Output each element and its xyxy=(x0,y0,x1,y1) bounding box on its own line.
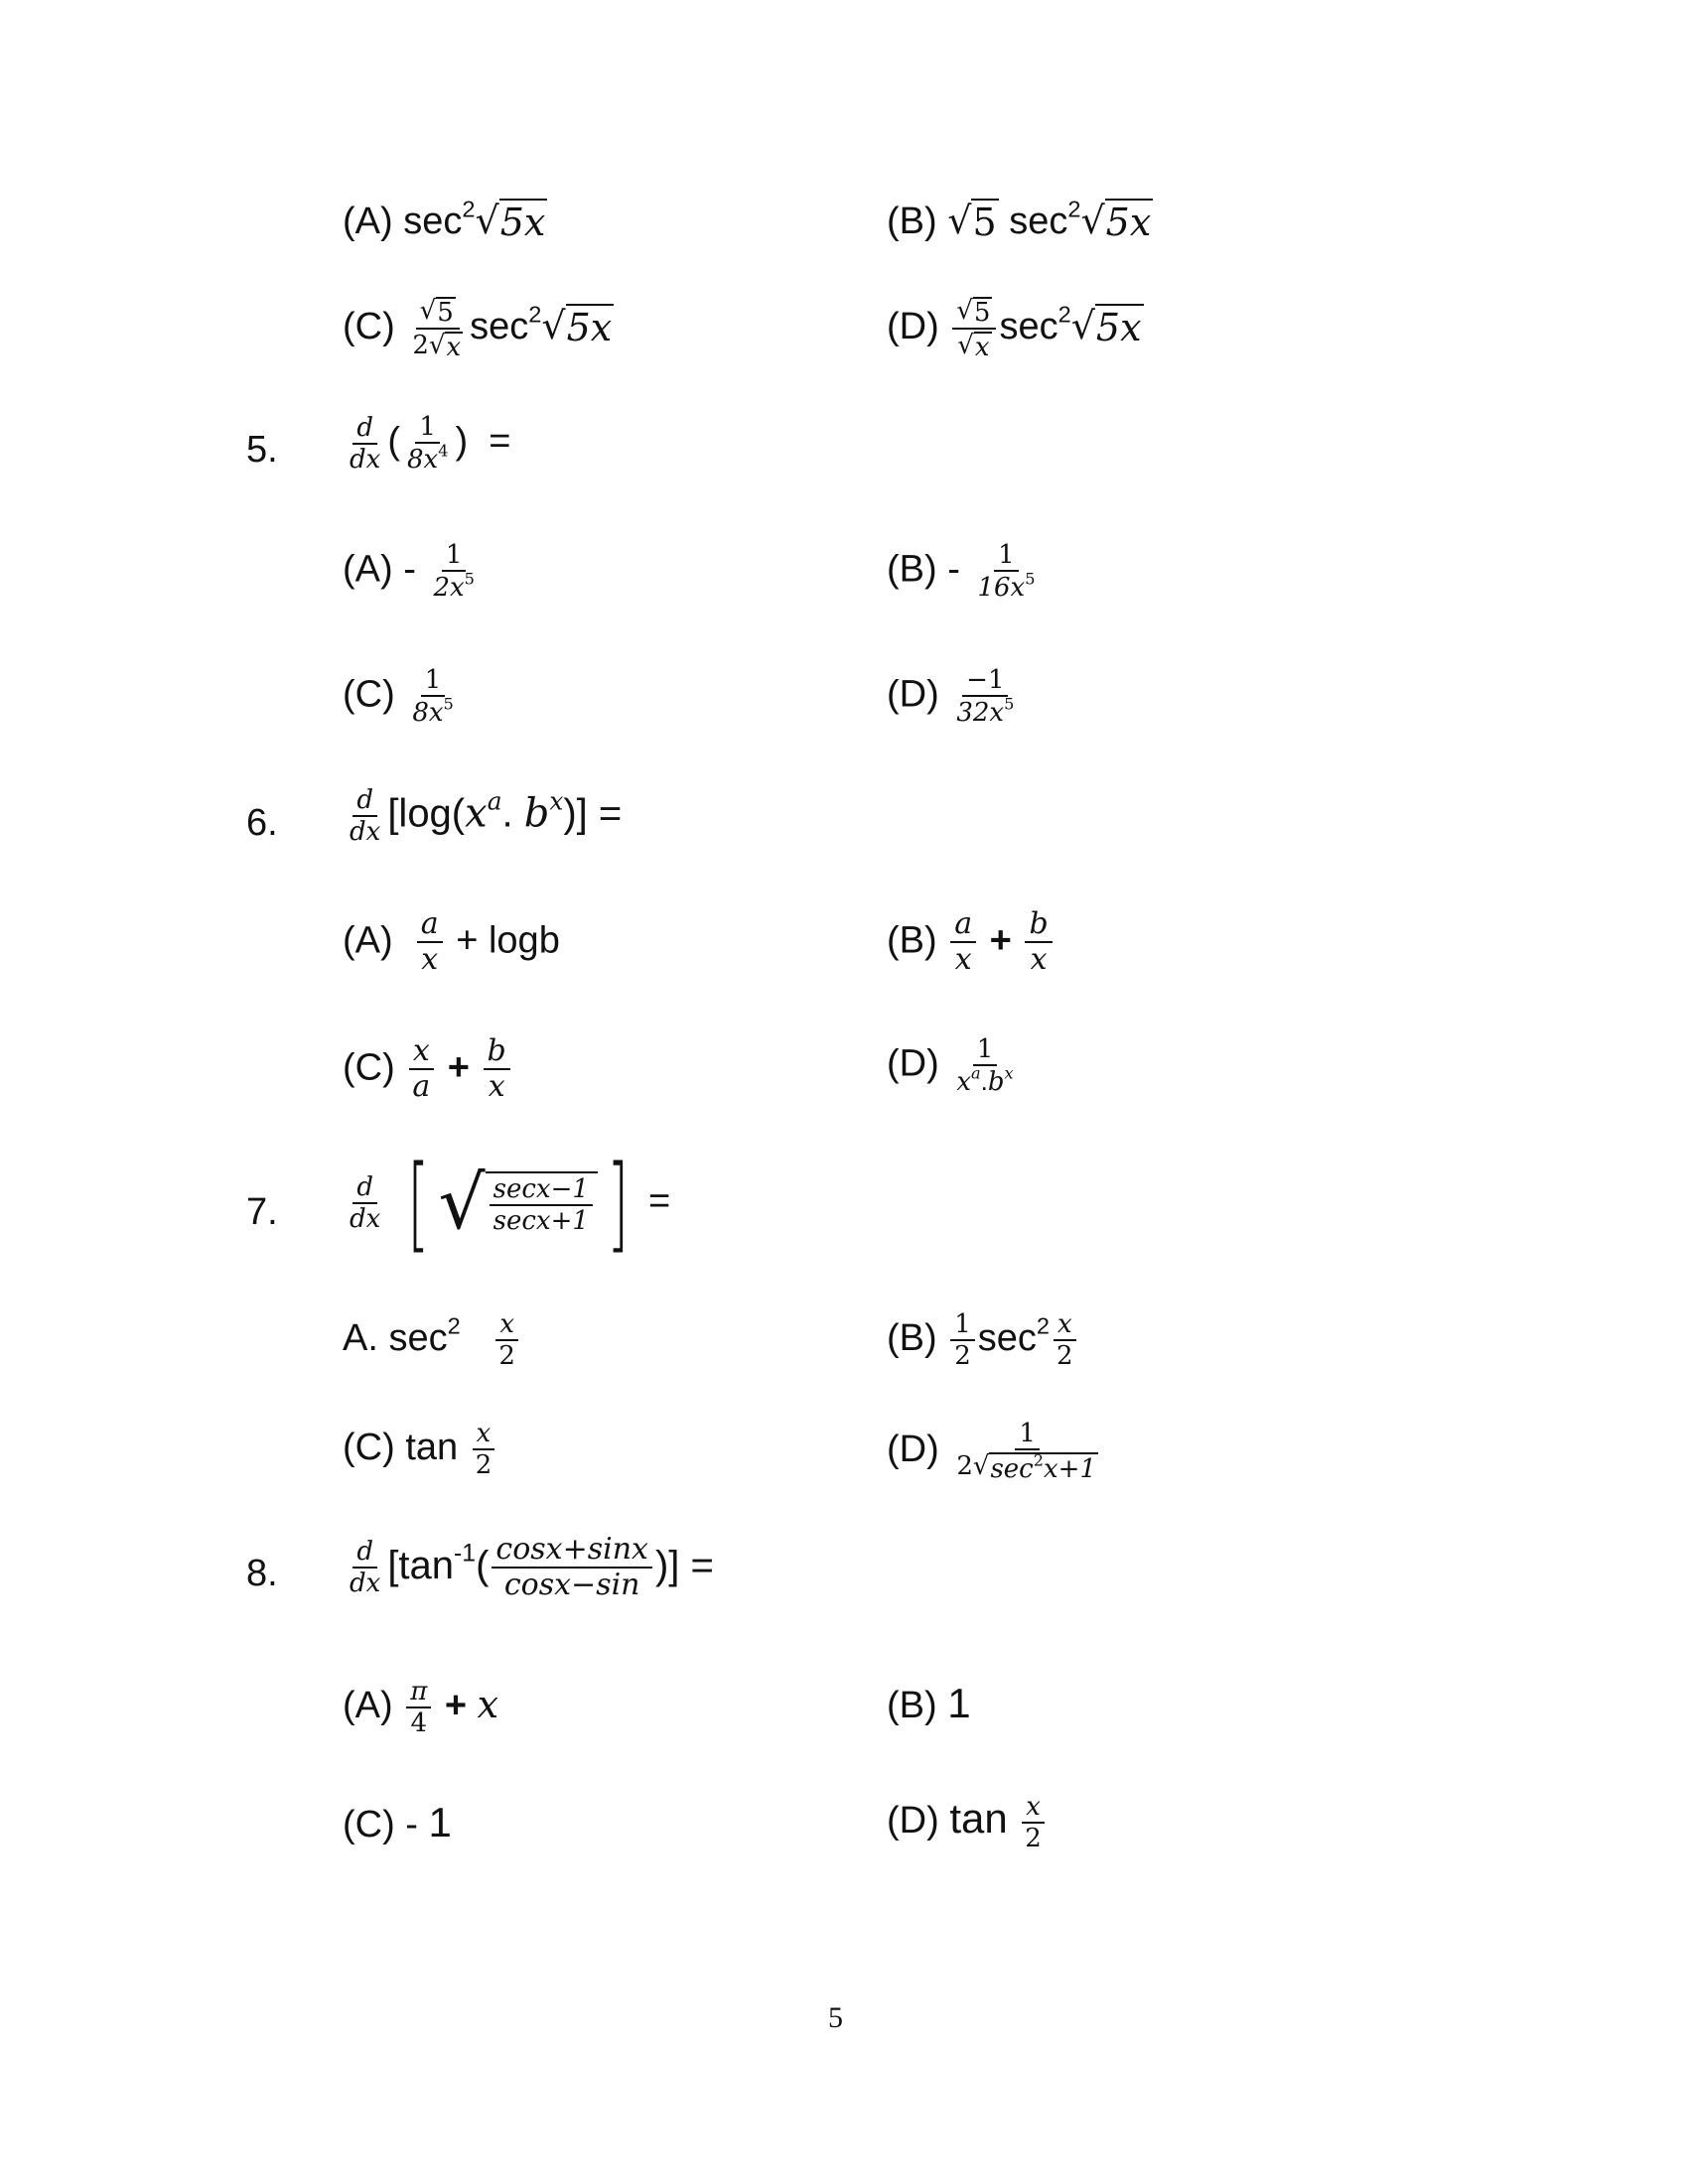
fraction: $\frac{1}{8x^5}$ xyxy=(412,665,454,729)
derivative-operator: $\frac{d}{dx}$ xyxy=(350,412,381,475)
question-number: 7. xyxy=(246,1191,278,1233)
radical: √ 5x xyxy=(1070,304,1142,350)
fraction: $\frac{1}{2x^5}$ xyxy=(433,540,475,604)
fraction: $\frac{\cos x+\sin x}{\cos x-\sin}$ xyxy=(492,1534,652,1602)
derivative-operator: $\frac{d}{dx}$ xyxy=(350,1171,381,1234)
q5-stem: $\frac{d}{dx}$ ( $\frac{1}{8x^4}$ ) = xyxy=(343,413,510,474)
q7-stem: $\frac{d}{dx}$ [ √ $\frac{\sec x-1}{\sec x+1}$ ] = xyxy=(343,1152,670,1255)
fraction: $\frac{a}{x}$ xyxy=(417,908,443,977)
q8-option-b: (B) 1 xyxy=(887,1680,971,1726)
fraction: $\frac{\sec x-1}{\sec x+1}$ xyxy=(490,1175,593,1235)
derivative-operator: $\frac{d}{dx}$ xyxy=(350,785,381,848)
fraction: $\frac{\pi}{4}$ xyxy=(406,1678,431,1737)
q6-option-a: (A) $\frac{a}{x}$ + logb xyxy=(343,906,560,978)
fraction: $\frac{x}{a}$ xyxy=(408,1035,434,1104)
q7-option-d: (D) 1 2 √ $\sec^2x+1$ xyxy=(887,1420,1105,1483)
fraction: $\frac{x}{2}$ xyxy=(1053,1310,1077,1370)
fraction: $\frac{1}{2}$ xyxy=(950,1310,975,1370)
q5-option-b: (B) - $\frac{1}{16x^5}$ xyxy=(887,541,1042,602)
radical: √ 5x xyxy=(541,304,613,350)
fraction: $\frac{1}{8x^4}$ xyxy=(406,412,449,476)
question-number: 5. xyxy=(246,429,278,471)
q8-option-a: (A) $\frac{\pi}{4}$ + x xyxy=(343,1677,499,1739)
question-number: 8. xyxy=(246,1553,278,1594)
q8-stem: $\frac{d}{dx}$ [$\tan^{-1}$( $\frac{\cos x+\sin x}{\cos x-\sin}$ )] = xyxy=(343,1534,714,1602)
q6-option-c: (C) $\frac{x}{a}$ + $\frac{b}{x}$ xyxy=(343,1035,513,1104)
q5-option-c: (C) $\frac{1}{8x^5}$ xyxy=(343,666,461,727)
q8-option-c: (C) - 1 xyxy=(343,1799,452,1845)
q5-option-d: (D) $\frac{-1}{32x^5}$ xyxy=(887,666,1021,727)
q4-option-a: (A) $\sec^2$ √ 5x xyxy=(343,196,546,244)
fraction: $\frac{x}{2}$ xyxy=(1021,1793,1046,1852)
radical: √ 5x xyxy=(1080,199,1152,244)
q7-option-c: (C) tan $\frac{x}{2}$ xyxy=(343,1420,498,1479)
q4-option-d: (D) √ 5 √ x $\sec^2$ √ 5x xyxy=(887,296,1142,363)
fraction: $\frac{a}{x}$ xyxy=(950,908,976,977)
q5-option-a: (A) - $\frac{1}{2x^5}$ xyxy=(343,541,482,602)
fraction: $\frac{x}{2}$ xyxy=(494,1310,519,1370)
radical: √ 5 xyxy=(947,199,997,244)
fraction: $\frac{1}{16x^5}$ xyxy=(977,540,1036,604)
q8-option-d: (D) tan $\frac{x}{2}$ xyxy=(887,1793,1049,1852)
q7-option-a: A. $\sec^2$ $\frac{x}{2}$ xyxy=(343,1310,522,1370)
fraction: 1 2 √ $\sec^2x+1$ xyxy=(956,1419,1096,1485)
fraction: $\frac{b}{x}$ xyxy=(484,1035,510,1104)
bracketed-radical xyxy=(398,1143,638,1264)
fraction: $\frac{-1}{32x^5}$ xyxy=(956,665,1015,729)
left-bracket: [ xyxy=(407,1143,430,1264)
q6-option-d: (D) $\frac{1}{x^a.b^x}$ xyxy=(887,1035,1021,1096)
radical: √ 5x xyxy=(475,199,546,244)
q6-option-b: (B) $\frac{a}{x}$ + $\frac{b}{x}$ xyxy=(887,908,1055,977)
derivative-operator: $\frac{d}{dx}$ xyxy=(350,1537,381,1599)
q7-option-b: (B) $\frac{1}{2}$ $\sec^2$ $\frac{x}{2}$ xyxy=(887,1310,1080,1370)
fraction: $\frac{x}{2}$ xyxy=(472,1420,496,1479)
fraction: √ 5 2 √ x xyxy=(412,296,462,363)
q4-option-b: (B) √ 5 $\sec^2$ √ 5x xyxy=(887,196,1152,244)
right-bracket: ] xyxy=(607,1143,630,1264)
q4-option-c: (C) √ 5 2 √ x $\sec^2$ √ 5x xyxy=(343,296,613,363)
page-number: 5 xyxy=(828,2001,843,2034)
fraction: $\frac{b}{x}$ xyxy=(1025,908,1052,977)
fraction: √ 5 √ x xyxy=(952,296,996,361)
fraction: $\frac{1}{x^a.b^x}$ xyxy=(956,1034,1014,1098)
question-number: 6. xyxy=(246,802,278,844)
q6-stem: $\frac{d}{dx}$ [$\log(x^a$. $b^x$)] = xyxy=(343,786,622,846)
radical: √ $\frac{\sec x-1}{\sec x+1}$ xyxy=(438,1166,597,1240)
